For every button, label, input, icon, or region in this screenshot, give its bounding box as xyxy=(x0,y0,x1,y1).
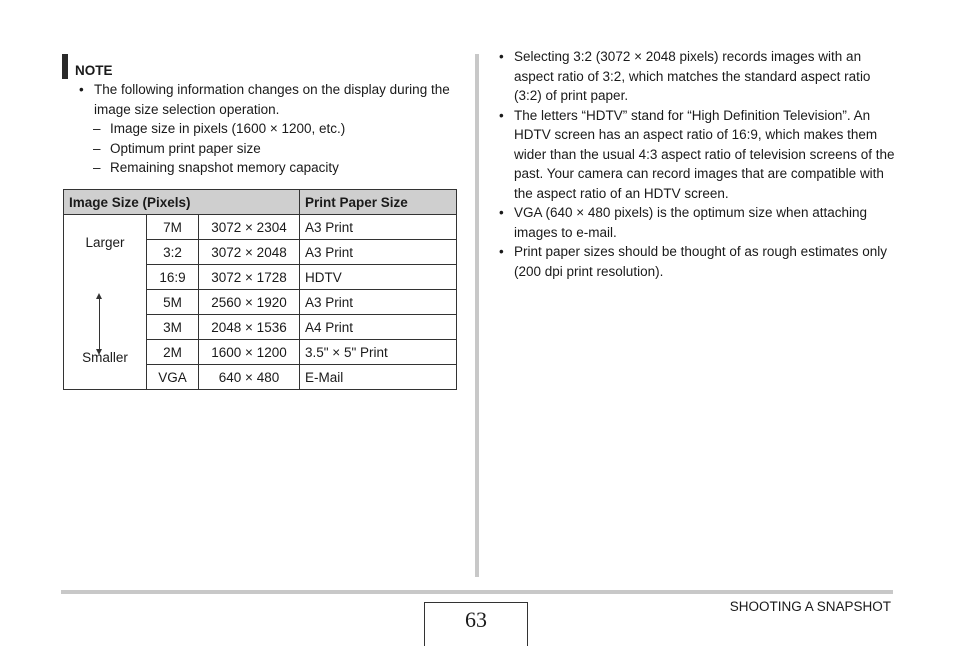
note-heading: NOTE xyxy=(75,63,113,78)
footer-rule xyxy=(61,590,893,594)
pixel-dimensions: 2560 × 1920 xyxy=(199,290,300,315)
note-bullet: • The letters “HDTV” stand for “High Definition Television”. An HDTV screen has an aspect ratio of 16:9, which makes them wider than the usual 4:3 aspect ratio of television screens of the past. Your camera can record images that are compatible with the aspect ratio of an HDTV screen. xyxy=(498,106,898,204)
table-header-row xyxy=(64,190,457,215)
paper-size: E-Mail xyxy=(300,365,457,390)
header-print-paper-size: Print Paper Size xyxy=(300,190,457,215)
pixel-dimensions: 1600 × 1200 xyxy=(199,340,300,365)
paper-size: HDTV xyxy=(300,265,457,290)
table-row xyxy=(64,215,457,240)
up-down-arrow-icon xyxy=(99,295,100,353)
pixel-dimensions: 3072 × 2304 xyxy=(199,215,300,240)
right-column-notes xyxy=(498,47,898,281)
size-code: 5M xyxy=(147,290,199,315)
note-marker-bar xyxy=(62,54,68,79)
pixel-dimensions: 2048 × 1536 xyxy=(199,315,300,340)
page-number: 63 xyxy=(465,607,487,632)
image-size-table xyxy=(63,189,457,390)
paper-size: A3 Print xyxy=(300,240,457,265)
label-larger: Larger xyxy=(85,235,125,250)
note-bullet: • VGA (640 × 480 pixels) is the optimum size when attaching images to e-mail. xyxy=(498,203,898,242)
paper-size: 3.5" × 5" Print xyxy=(300,340,457,365)
header-image-size: Image Size (Pixels) xyxy=(64,190,300,215)
paper-size: A3 Print xyxy=(300,215,457,240)
size-scale-cell xyxy=(64,215,147,390)
note-bullet: • Selecting 3:2 (3072 × 2048 pixels) records images with an aspect ratio of 3:2, which matches the standard aspect ratio (3:2) of print paper. xyxy=(498,47,898,106)
note-content xyxy=(78,80,458,178)
size-code: 16:9 xyxy=(147,265,199,290)
paper-size: A4 Print xyxy=(300,315,457,340)
note-bullet: • The following information changes on the display during the image size selection operation. xyxy=(78,80,458,119)
label-smaller: Smaller xyxy=(82,350,128,365)
size-code: 2M xyxy=(147,340,199,365)
size-code: VGA xyxy=(147,365,199,390)
note-bullet: • Print paper sizes should be thought of as rough estimates only (200 dpi print resolution). xyxy=(498,242,898,281)
size-code: 3M xyxy=(147,315,199,340)
note-sub-item: – Remaining snapshot memory capacity xyxy=(78,158,458,178)
note-sub-item: – Optimum print paper size xyxy=(78,139,458,159)
section-title: SHOOTING A SNAPSHOT xyxy=(729,599,891,614)
size-code: 7M xyxy=(147,215,199,240)
pixel-dimensions: 3072 × 1728 xyxy=(199,265,300,290)
size-code: 3:2 xyxy=(147,240,199,265)
note-sub-item: – Image size in pixels (1600 × 1200, etc.) xyxy=(78,119,458,139)
pixel-dimensions: 3072 × 2048 xyxy=(199,240,300,265)
pixel-dimensions: 640 × 480 xyxy=(199,365,300,390)
column-divider xyxy=(475,54,479,577)
paper-size: A3 Print xyxy=(300,290,457,315)
